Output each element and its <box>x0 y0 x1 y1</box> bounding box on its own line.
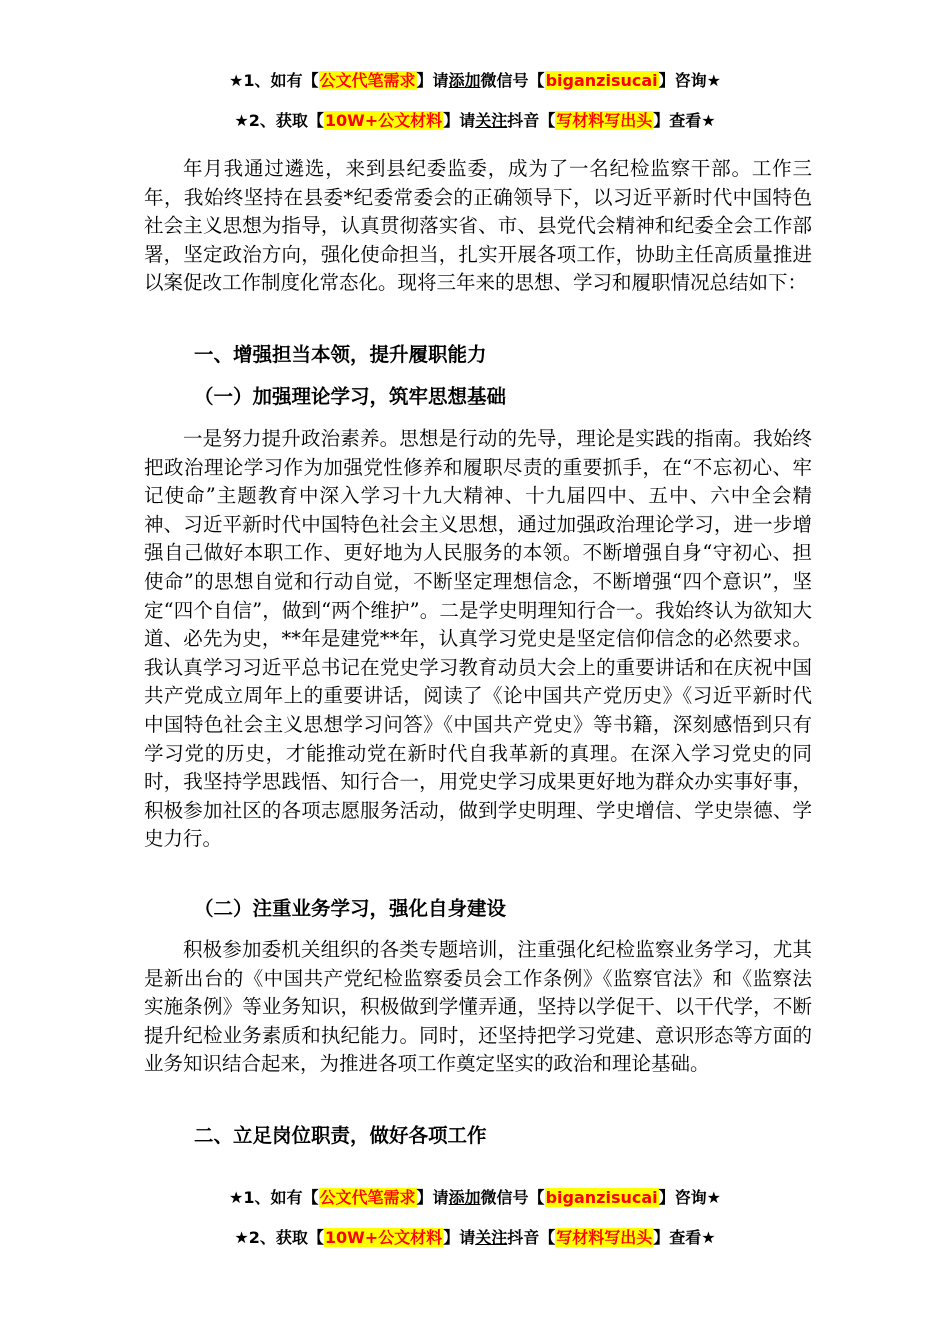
banner-emphasis: 添加 <box>448 71 481 90</box>
promo-banner-bottom-2 <box>0 1226 950 1250</box>
intro-paragraph: 年月我通过遴选，来到县纪委监委，成为了一名纪检监察干部。工作三年，我始终坚持在县委*纪委常委会的正确领导下，以习近平新时代中国特色社会主义思想为指导，认真贯彻落实省、市、县党代会精神和纪委全会工作部署，坚定政治方向，强化使命担当，扎实开展各项工作，协助主任高质量推进以案促改工作制度化常态化。现将三年来的思想、学习和履职情况总结如下： <box>144 157 812 295</box>
banner-highlight: 公文代笔需求 <box>319 1188 416 1207</box>
banner-text: ★1、如有【 <box>229 1188 319 1207</box>
banner-emphasis: 关注 <box>475 111 508 130</box>
banner-text: 】请 <box>443 1228 476 1247</box>
banner-text: 抖音【 <box>507 111 556 130</box>
banner-wechat-id: biganzisucai <box>545 71 658 90</box>
banner-emphasis: 添加 <box>448 1188 481 1207</box>
promo-banner-top-2 <box>0 109 950 133</box>
banner-text: ★2、获取【 <box>234 1228 324 1247</box>
banner-highlight: 10W+公文材料 <box>324 1228 443 1247</box>
banner-douyin-id: 写材料写出头 <box>556 111 653 130</box>
banner-text: 微信号【 <box>480 71 545 90</box>
banner-text: 】咨询★ <box>658 71 721 90</box>
banner-highlight: 公文代笔需求 <box>319 71 416 90</box>
banner-text: 】请 <box>416 71 449 90</box>
promo-banner-bottom-1 <box>0 1186 950 1210</box>
banner-douyin-id: 写材料写出头 <box>556 1228 653 1247</box>
promo-banner-top-1 <box>0 69 950 93</box>
section-2-title: 二、立足岗位职责，做好各项工作 <box>194 1124 487 1147</box>
banner-text: ★2、获取【 <box>234 111 324 130</box>
subsection-1-body: 一是努力提升政治素养。思想是行动的先导，理论是实践的指南。我始终把政治理论学习作为加强党性修养和履职尽责的重要抓手，在“不忘初心、牢记使命”主题教育中深入学习十九大精神、十九届四中、五中、六中全会精神、习近平新时代中国特色社会主义思想，通过加强政治理论学习，进一步增强自己做好本职工作、更好地为人民服务的本领。不断增强自身“守初心、担使命”的思想自觉和行动自觉，不断坚定理想信念，不断增强“四个意识”，坚定“四个自信”，做到“两个维护”。二是学史明理知行合一。我始终认为欲知大道、必先为史，**年是建党**年，认真学习党史是坚定信仰信念的必然要求。我认真学习习近平总书记在党史学习教育动员大会上的重要讲话和在庆祝中国共产党成立周年上的重要讲话，阅读了《论中国共产党历史》《习近平新时代中国特色社会主义思想学习问答》《中国共产党史》等书籍，深刻感悟到只有学习党的历史，才能推动党在新时代自我革新的真理。在深入学习党史的同时，我坚持学思践悟、知行合一，用党史学习成果更好地为群众办实事好事，积极参加社区的各项志愿服务活动，做到学史明理、学史增信、学史崇德、学史力行。 <box>144 427 812 851</box>
banner-highlight: 10W+公文材料 <box>324 111 443 130</box>
banner-text: 】查看★ <box>653 1228 716 1247</box>
banner-text: ★1、如有【 <box>229 71 319 90</box>
subsection-2-title: （二）注重业务学习，强化自身建设 <box>194 897 507 920</box>
banner-text: 】查看★ <box>653 111 716 130</box>
banner-text: 抖音【 <box>507 1228 556 1247</box>
banner-text: 微信号【 <box>480 1188 545 1207</box>
banner-wechat-id: biganzisucai <box>545 1188 658 1207</box>
banner-text: 】请 <box>443 111 476 130</box>
banner-text: 】请 <box>416 1188 449 1207</box>
banner-emphasis: 关注 <box>475 1228 508 1247</box>
subsection-1-title: （一）加强理论学习，筑牢思想基础 <box>194 385 507 408</box>
section-1-title: 一、增强担当本领，提升履职能力 <box>194 343 487 366</box>
banner-text: 】咨询★ <box>658 1188 721 1207</box>
subsection-2-body: 积极参加委机关组织的各类专题培训，注重强化纪检监察业务学习，尤其是新出台的《中国共产党纪检监察委员会工作条例》《监察官法》和《监察法实施条例》等业务知识，积极做到学懂弄通，坚持以学促干、以干代学，不断提升纪检业务素质和执纪能力。同时，还坚持把学习党建、意识形态等方面的业务知识结合起来，为推进各项工作奠定坚实的政治和理论基础。 <box>144 938 812 1076</box>
